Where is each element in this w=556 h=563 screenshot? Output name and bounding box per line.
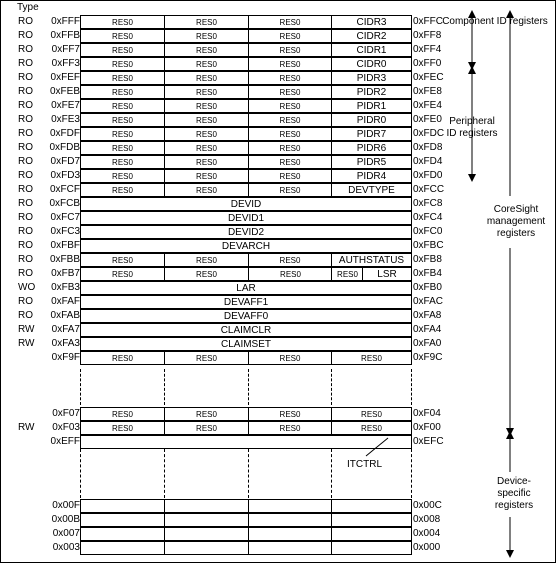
end-offset: 0xFD0 — [413, 170, 443, 181]
register-field: RES0 — [164, 127, 249, 141]
register-field: RES0 — [248, 155, 332, 169]
register-field: RES0 — [80, 253, 165, 267]
register-field: RES0 — [248, 267, 333, 281]
register-field: PIDR5 — [331, 155, 412, 169]
type-column-header: Type — [17, 2, 39, 13]
register-field: DEVARCH — [80, 239, 412, 253]
end-offset: 0xFBC — [413, 240, 444, 251]
start-offset: 0xFB7 — [51, 268, 80, 279]
register-field: RES0 — [331, 407, 412, 421]
end-offset: 0xF04 — [413, 408, 441, 419]
register-field: RES0 — [248, 29, 332, 43]
register-field: PIDR1 — [331, 99, 412, 113]
register-field: RES0 — [248, 351, 332, 365]
start-offset: 0xFDF — [50, 128, 80, 139]
coresight-management-label: CoreSight management registers — [486, 204, 546, 239]
register-field: RES0 — [164, 15, 249, 29]
register-field: DEVID2 — [80, 225, 412, 239]
register-field: RES0 — [248, 15, 332, 29]
access-type: RW — [18, 338, 35, 349]
end-offset: 0xFA8 — [413, 310, 442, 321]
register-field: RES0 — [164, 29, 249, 43]
register-field: CLAIMSET — [80, 337, 412, 351]
register-field: PIDR7 — [331, 127, 412, 141]
access-type: RO — [18, 296, 33, 307]
register-field: RES0 — [80, 421, 165, 435]
register-field: RES0 — [164, 183, 249, 197]
register-field: PIDR2 — [331, 85, 412, 99]
start-offset: 0xFAF — [51, 296, 80, 307]
start-offset: 0xFEF — [50, 72, 80, 83]
register-field: RES0 — [80, 141, 165, 155]
register-field: RES0 — [248, 113, 332, 127]
start-offset: 0xEFF — [50, 436, 80, 447]
start-offset: 0x003 — [52, 542, 80, 553]
register-field: RES0 — [80, 169, 165, 183]
start-offset: 0xF03 — [52, 422, 80, 433]
register-field: RES0 — [164, 169, 249, 183]
register-field: RES0 — [164, 351, 249, 365]
end-offset: 0xFC0 — [413, 226, 443, 237]
end-offset: 0xFF0 — [413, 58, 442, 69]
register-field: RES0 — [248, 43, 332, 57]
end-offset: 0xFE4 — [413, 100, 442, 111]
itctrl-leader — [366, 438, 388, 456]
register-field: RES0 — [80, 127, 165, 141]
register-field: DEVTYPE — [331, 183, 412, 197]
end-offset: 0xFA4 — [413, 324, 442, 335]
start-offset: 0xFA3 — [51, 338, 80, 349]
end-offset: 0x00C — [413, 500, 442, 511]
register-field: RES0 — [248, 253, 332, 267]
access-type: RO — [18, 254, 33, 265]
access-type: RO — [18, 226, 33, 237]
end-offset: 0xFF4 — [413, 44, 442, 55]
end-offset: 0x004 — [413, 528, 441, 539]
end-offset: 0xFE0 — [413, 114, 442, 125]
register-field: CIDR1 — [331, 43, 412, 57]
register-field: RES0 — [80, 99, 165, 113]
register-field: RES0 — [248, 141, 332, 155]
start-offset: 0xFC3 — [50, 226, 80, 237]
start-offset: 0xFCF — [50, 184, 80, 195]
register-field: PIDR6 — [331, 141, 412, 155]
start-offset: 0x00B — [51, 514, 80, 525]
register-field: DEVID1 — [80, 211, 412, 225]
register-field: CIDR0 — [331, 57, 412, 71]
register-field: CLAIMCLR — [80, 323, 412, 337]
access-type: RO — [18, 128, 33, 139]
start-offset: 0xFE3 — [51, 114, 80, 125]
start-offset: 0xF07 — [52, 408, 80, 419]
register-field: RES0 — [164, 43, 249, 57]
access-type: RW — [18, 324, 35, 335]
register-field: RES0 — [164, 57, 249, 71]
register-field: RES0 — [164, 253, 249, 267]
end-offset: 0xEFC — [413, 436, 444, 447]
access-type: RO — [18, 170, 33, 181]
access-type: RO — [18, 100, 33, 111]
register-field: RES0 — [164, 113, 249, 127]
access-type: RO — [18, 142, 33, 153]
start-offset: 0xFAB — [50, 310, 80, 321]
register-field: RES0 — [248, 57, 332, 71]
end-offset: 0xFB4 — [413, 268, 442, 279]
start-offset: 0xFCB — [49, 198, 80, 209]
register-field: RES0 — [331, 351, 412, 365]
register-field: RES0 — [248, 85, 332, 99]
register-field: CIDR2 — [331, 29, 412, 43]
end-offset: 0x000 — [413, 542, 441, 553]
access-type: RO — [18, 58, 33, 69]
register-field: RES0 — [248, 169, 332, 183]
register-field: DEVAFF1 — [80, 295, 412, 309]
start-offset: 0xFF3 — [51, 58, 80, 69]
access-type: RO — [18, 86, 33, 97]
register-field: RES0 — [80, 155, 165, 169]
end-offset: 0xFEC — [413, 72, 444, 83]
register-field: RES0 — [80, 57, 165, 71]
start-offset: 0x00F — [52, 500, 80, 511]
access-type: RO — [18, 212, 33, 223]
end-offset: 0xFAC — [413, 296, 444, 307]
start-offset: 0xFFF — [51, 16, 80, 27]
access-type: WO — [18, 282, 36, 293]
register-field: RES0 — [80, 351, 165, 365]
register-field: DEVID — [80, 197, 412, 211]
register-field: DEVAFF0 — [80, 309, 412, 323]
end-offset: 0xFC8 — [413, 198, 443, 209]
end-offset: 0xFCC — [413, 184, 445, 195]
start-offset: 0xFBB — [49, 254, 80, 265]
register-field: RES0 — [80, 43, 165, 57]
register-field: RES0 — [331, 421, 412, 435]
end-offset: 0xFD4 — [413, 156, 443, 167]
register-field: RES0 — [248, 183, 332, 197]
register-field: RES0 — [80, 267, 165, 281]
register-field: RES0 — [164, 85, 249, 99]
start-offset: 0xFB3 — [51, 282, 80, 293]
access-type: RO — [18, 184, 33, 195]
start-offset: 0xFA7 — [51, 324, 80, 335]
end-offset: 0xFB0 — [413, 282, 442, 293]
register-field: RES0 — [80, 29, 165, 43]
start-offset: 0xFDB — [49, 142, 80, 153]
register-field: RES0 — [80, 183, 165, 197]
end-offset: 0xFF8 — [413, 30, 442, 41]
register-field: RES0 — [80, 71, 165, 85]
register-field: RES0 — [164, 407, 249, 421]
register-field: RES0 — [164, 421, 249, 435]
start-offset: 0xFD7 — [50, 156, 80, 167]
register-field: PIDR0 — [331, 113, 412, 127]
start-offset: 0xFD3 — [50, 170, 80, 181]
end-offset: 0xFDC — [413, 128, 445, 139]
end-offset: 0xF9C — [413, 352, 443, 363]
end-offset: 0xFC4 — [413, 212, 443, 223]
start-offset: 0xFF7 — [51, 44, 80, 55]
register-field: RES0 — [164, 155, 249, 169]
register-field: RES0 — [331, 267, 364, 281]
end-offset: 0xF00 — [413, 422, 441, 433]
peripheral-id-label: Peripheral ID registers — [446, 116, 498, 139]
device-specific-label: Device-specific registers — [494, 476, 534, 511]
component-id-label: Component ID registers — [442, 16, 548, 27]
start-offset: 0xFC7 — [50, 212, 80, 223]
end-offset: 0x008 — [413, 514, 441, 525]
start-offset: 0xF9F — [51, 352, 80, 363]
register-field: RES0 — [80, 407, 165, 421]
register-field: CIDR3 — [331, 15, 412, 29]
register-field: LAR — [80, 281, 412, 295]
register-field: RES0 — [164, 99, 249, 113]
end-offset: 0xFFC — [413, 16, 443, 27]
start-offset: 0x007 — [52, 528, 80, 539]
start-offset: 0xFFB — [50, 30, 80, 41]
access-type: RW — [18, 422, 35, 433]
end-offset: 0xFA0 — [413, 338, 442, 349]
register-field: LSR — [362, 267, 412, 281]
register-field: RES0 — [80, 15, 165, 29]
register-field: RES0 — [248, 407, 332, 421]
start-offset: 0xFBF — [50, 240, 80, 251]
register-field: RES0 — [80, 113, 165, 127]
access-type: RO — [18, 16, 33, 27]
start-offset: 0xFE7 — [51, 100, 80, 111]
register-field: RES0 — [164, 71, 249, 85]
access-type: RO — [18, 198, 33, 209]
end-offset: 0xFE8 — [413, 86, 442, 97]
register-field: RES0 — [164, 267, 249, 281]
end-offset: 0xFB8 — [413, 254, 442, 265]
register-field: PIDR3 — [331, 71, 412, 85]
end-offset: 0xFD8 — [413, 142, 443, 153]
access-type: RO — [18, 310, 33, 321]
access-type: RO — [18, 114, 33, 125]
register-field: RES0 — [80, 85, 165, 99]
access-type: RO — [18, 44, 33, 55]
access-type: RO — [18, 240, 33, 251]
access-type: RO — [18, 30, 33, 41]
register-field: PIDR4 — [331, 169, 412, 183]
register-field: RES0 — [248, 71, 332, 85]
register-field: RES0 — [248, 421, 332, 435]
register-field: RES0 — [164, 141, 249, 155]
itctrl-label: ITCTRL — [347, 459, 382, 470]
register-field: RES0 — [248, 127, 332, 141]
start-offset: 0xFEB — [49, 86, 80, 97]
register-field: RES0 — [248, 99, 332, 113]
access-type: RO — [18, 268, 33, 279]
access-type: RO — [18, 72, 33, 83]
access-type: RO — [18, 156, 33, 167]
register-field: AUTHSTATUS — [331, 253, 412, 267]
